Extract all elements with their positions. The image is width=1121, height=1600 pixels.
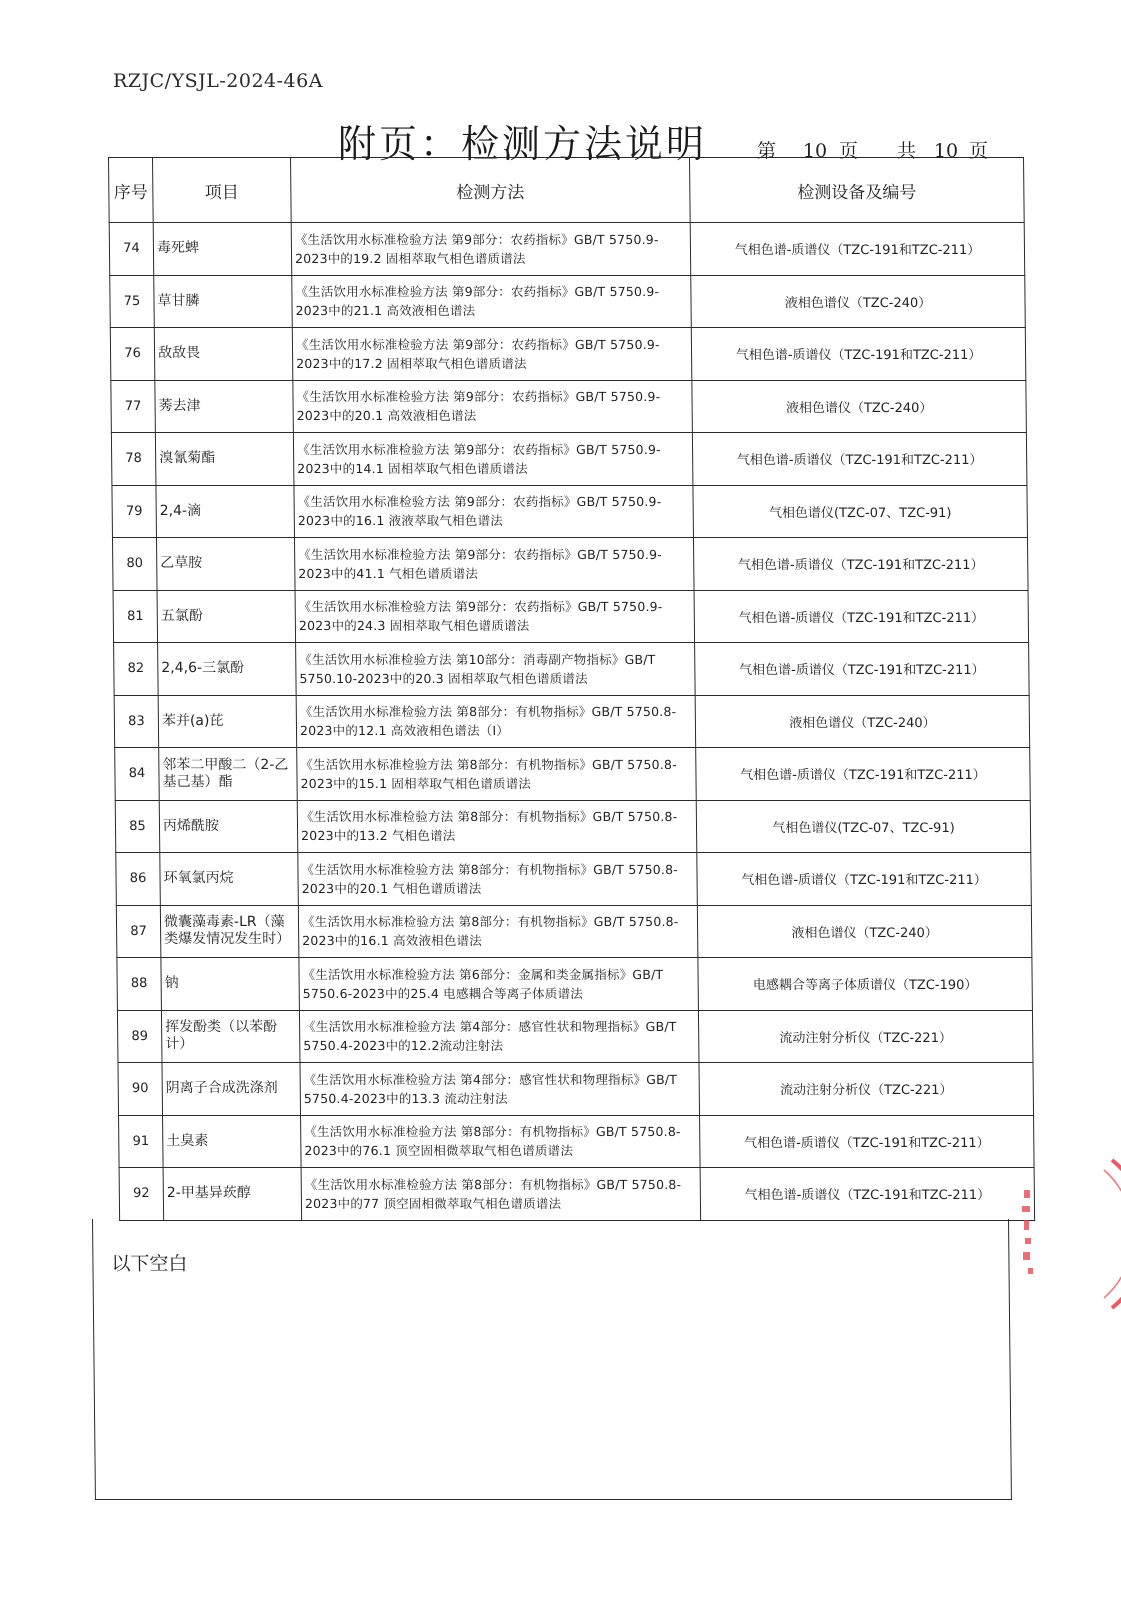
column-header-method: 检测方法: [291, 158, 691, 223]
column-header-no: 序号: [109, 158, 154, 223]
row-method: 《生活饮用水标准检验方法 第8部分：有机物指标》GB/T 5750.8-2023中的13.2 气相色谱法: [297, 800, 697, 853]
methods-table: [108, 157, 1035, 1221]
row-item: 丙烯酰胺: [159, 800, 298, 853]
row-equipment: 气相色谱-质谱仪（TZC-191和TZC-211）: [692, 433, 1027, 486]
table-row: [114, 643, 1030, 696]
table-row: [111, 380, 1027, 433]
row-method: 《生活饮用水标准检验方法 第8部分：有机物指标》GB/T 5750.8-2023中的12.1 高效液相色谱法（I）: [296, 695, 696, 748]
row-method: 《生活饮用水标准检验方法 第9部分：农药指标》GB/T 5750.9-2023中的16.1 液液萃取气相色谱法: [294, 485, 694, 538]
table-row: [110, 275, 1026, 328]
row-equipment: 液相色谱仪（TZC-240）: [692, 380, 1027, 433]
page-suffix: 页: [969, 140, 989, 162]
table-row: [117, 958, 1033, 1011]
row-method: 《生活饮用水标准检验方法 第8部分：有机物指标》GB/T 5750.8-2023中的77 顶空固相微萃取气相色谱质谱法: [301, 1168, 701, 1221]
row-equipment: 气相色谱-质谱仪（TZC-191和TZC-211）: [691, 328, 1026, 381]
table-row: [109, 223, 1025, 276]
row-method: 《生活饮用水标准检验方法 第8部分：有机物指标》GB/T 5750.8-2023中的15.1 固相萃取气相色谱质谱法: [297, 748, 697, 801]
row-method: 《生活饮用水标准检验方法 第6部分：金属和类金属指标》GB/T 5750.6-2023中的25.4 电感耦合等离子体质谱法: [299, 958, 699, 1011]
table-row: [113, 590, 1029, 643]
table-row: [118, 1063, 1034, 1116]
table-row: [119, 1115, 1035, 1168]
row-method: 《生活饮用水标准检验方法 第4部分：感官性状和物理指标》GB/T 5750.4-2023中的12.2流动注射法: [299, 1010, 699, 1063]
table-row: [111, 433, 1027, 486]
document-code: RZJC/YSJL-2024-46A: [113, 70, 323, 92]
total-prefix: 共: [897, 140, 917, 162]
row-method: 《生活饮用水标准检验方法 第8部分：有机物指标》GB/T 5750.8-2023中的20.1 气相色谱质谱法: [298, 853, 698, 906]
row-item: 苯并(a)芘: [158, 695, 297, 748]
row-item: 环氧氯丙烷: [160, 853, 299, 906]
row-number: 86: [116, 853, 161, 906]
row-equipment: 电感耦合等离子体质谱仪（TZC-190）: [698, 958, 1033, 1011]
page-mid: 页: [839, 140, 859, 162]
table-row: [114, 695, 1030, 748]
table-header-row: [109, 158, 1025, 223]
row-number: 78: [111, 433, 156, 486]
row-method: 《生活饮用水标准检验方法 第9部分：农药指标》GB/T 5750.9-2023中的21.1 高效液相色谱法: [292, 275, 692, 328]
column-header-item: 项目: [153, 158, 292, 223]
row-number: 74: [109, 223, 154, 276]
table-row: [115, 800, 1031, 853]
row-number: 91: [119, 1115, 164, 1168]
row-method: 《生活饮用水标准检验方法 第9部分：农药指标》GB/T 5750.9-2023中的24.3 固相萃取气相色谱质谱法: [295, 590, 695, 643]
row-equipment: 流动注射分析仪（TZC-221）: [698, 1010, 1033, 1063]
row-number: 80: [112, 538, 157, 591]
row-number: 90: [118, 1063, 163, 1116]
row-method: 《生活饮用水标准检验方法 第10部分：消毒副产物指标》GB/T 5750.10-2023中的20.3 固相萃取气相色谱质谱法: [296, 643, 696, 696]
row-method: 《生活饮用水标准检验方法 第4部分：感官性状和物理指标》GB/T 5750.4-2023中的13.3 流动注射法: [300, 1063, 700, 1116]
row-item: 2,4,6-三氯酚: [158, 643, 297, 696]
current-page: 10: [802, 140, 828, 162]
table-row: [112, 538, 1028, 591]
row-number: 85: [115, 800, 160, 853]
table-row: [116, 853, 1032, 906]
row-equipment: 气相色谱仪(TZC-07、TZC-91): [693, 485, 1028, 538]
row-item: 毒死蜱: [153, 223, 292, 276]
table-row: [116, 905, 1032, 958]
row-number: 77: [111, 380, 156, 433]
row-item: 2-甲基异莰醇: [163, 1168, 302, 1221]
row-item: 2,4-滴: [156, 485, 295, 538]
table-row: [110, 328, 1026, 381]
row-equipment: 气相色谱仪(TZC-07、TZC-91): [696, 800, 1031, 853]
row-number: 92: [119, 1168, 164, 1221]
row-equipment: 气相色谱-质谱仪（TZC-191和TZC-211）: [693, 538, 1028, 591]
blank-below-note: 以下空白: [111, 1253, 188, 1275]
row-item: 微囊藻毒素-LR（藻类爆发情况发生时）: [160, 905, 299, 958]
page-title: 附页：检测方法说明: [338, 122, 708, 166]
row-number: 75: [110, 275, 155, 328]
row-method: 《生活饮用水标准检验方法 第9部分：农药指标》GB/T 5750.9-2023中的19.2 固相萃取气相色谱质谱法: [291, 223, 691, 276]
row-item: 挥发酚类（以苯酚计）: [161, 1010, 300, 1063]
row-number: 81: [113, 590, 158, 643]
row-equipment: 气相色谱-质谱仪（TZC-191和TZC-211）: [694, 590, 1029, 643]
row-method: 《生活饮用水标准检验方法 第9部分：农药指标》GB/T 5750.9-2023中的41.1 气相色谱质谱法: [294, 538, 694, 591]
row-item: 阴离子合成洗涤剂: [162, 1063, 301, 1116]
column-header-equipment: 检测设备及编号: [690, 158, 1025, 223]
row-number: 88: [117, 958, 162, 1011]
row-equipment: 液相色谱仪（TZC-240）: [697, 905, 1032, 958]
row-number: 83: [114, 695, 159, 748]
row-item: 土臭素: [163, 1115, 302, 1168]
row-number: 79: [112, 485, 157, 538]
official-seal-stamp: [1000, 1140, 1121, 1320]
row-item: 草甘膦: [154, 275, 293, 328]
row-equipment: 气相色谱-质谱仪（TZC-191和TZC-211）: [696, 748, 1031, 801]
row-method: 《生活饮用水标准检验方法 第9部分：农药指标》GB/T 5750.9-2023中的14.1 固相萃取气相色谱质谱法: [293, 433, 693, 486]
row-method: 《生活饮用水标准检验方法 第9部分：农药指标》GB/T 5750.9-2023中的17.2 固相萃取气相色谱质谱法: [292, 328, 692, 381]
row-item: 钠: [161, 958, 300, 1011]
row-number: 82: [114, 643, 159, 696]
table-row: [117, 1010, 1033, 1063]
table-row: [119, 1168, 1035, 1221]
table-row: [115, 748, 1031, 801]
row-number: 87: [116, 905, 161, 958]
row-item: 五氯酚: [157, 590, 296, 643]
table-row: [112, 485, 1028, 538]
row-equipment: 气相色谱-质谱仪（TZC-191和TZC-211）: [690, 223, 1025, 276]
row-item: 莠去津: [155, 380, 294, 433]
total-pages: 10: [933, 140, 959, 162]
methods-table-wrapper: [108, 157, 1034, 1219]
row-item: 敌敌畏: [154, 328, 293, 381]
row-equipment: 气相色谱-质谱仪（TZC-191和TZC-211）: [695, 643, 1030, 696]
row-item: 邻苯二甲酸二（2-乙基己基）酯: [159, 748, 298, 801]
row-equipment: 流动注射分析仪（TZC-221）: [699, 1063, 1034, 1116]
row-equipment: 液相色谱仪（TZC-240）: [691, 275, 1026, 328]
row-method: 《生活饮用水标准检验方法 第8部分：有机物指标》GB/T 5750.8-2023中的76.1 顶空固相微萃取气相色谱质谱法: [301, 1115, 701, 1168]
row-item: 乙草胺: [156, 538, 295, 591]
remark-box: [92, 1219, 1012, 1500]
row-equipment: 气相色谱-质谱仪（TZC-191和TZC-211）: [700, 1168, 1035, 1221]
page-prefix: 第: [757, 140, 777, 162]
row-method: 《生活饮用水标准检验方法 第8部分：有机物指标》GB/T 5750.8-2023中的16.1 高效液相色谱法: [298, 905, 698, 958]
row-equipment: 液相色谱仪（TZC-240）: [695, 695, 1030, 748]
row-method: 《生活饮用水标准检验方法 第9部分：农药指标》GB/T 5750.9-2023中的20.1 高效液相色谱法: [293, 380, 693, 433]
row-number: 89: [117, 1010, 162, 1063]
row-equipment: 气相色谱-质谱仪（TZC-191和TZC-211）: [700, 1115, 1035, 1168]
row-number: 76: [110, 328, 155, 381]
row-equipment: 气相色谱-质谱仪（TZC-191和TZC-211）: [697, 853, 1032, 906]
row-number: 84: [115, 748, 160, 801]
row-item: 溴氰菊酯: [155, 433, 294, 486]
